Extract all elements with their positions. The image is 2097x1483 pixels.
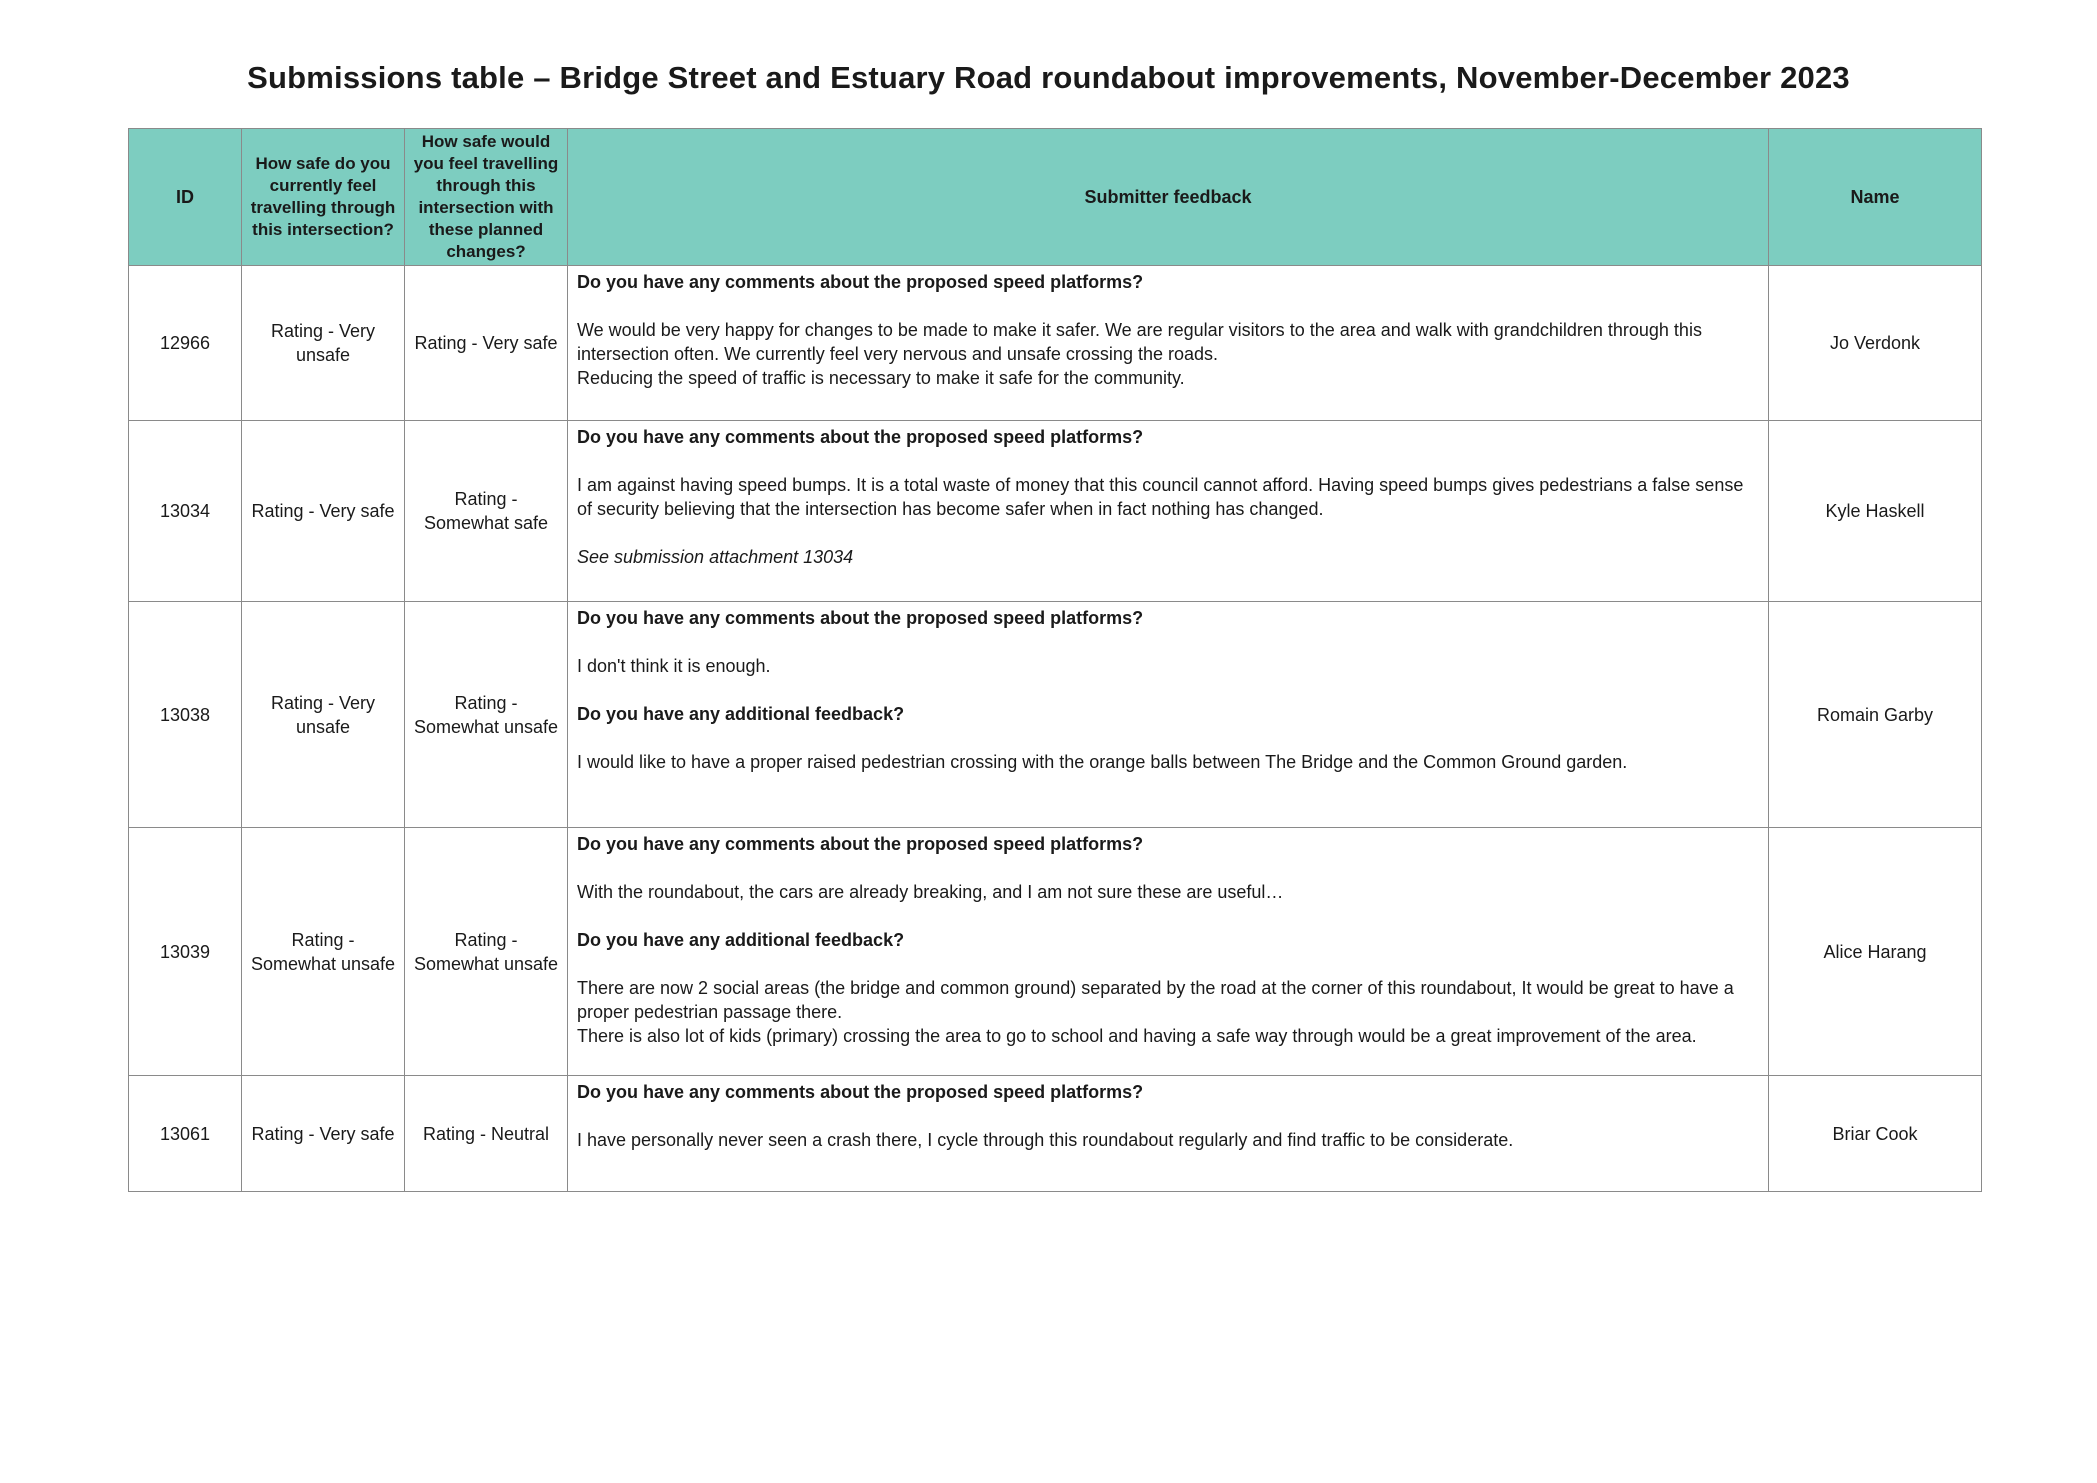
cell-planned-rating: Rating - Very safe [405,266,568,421]
cell-feedback [568,602,1769,828]
feedback-question: Do you have any comments about the proposed speed platforms? [577,608,1144,628]
header-current-safety: How safe do you currently feel travelling through this intersection? [242,129,405,266]
feedback-answer: There are now 2 social areas (the bridge and common ground) separated by the road at the corner of this roundabout, It would be great to have a proper pedestrian passage there. [577,978,1734,1022]
cell-planned-rating: Rating - Somewhat unsafe [405,602,568,828]
feedback-answer: We would be very happy for changes to be made to make it safer. We are regular visitors to the area and walk with grandchildren through this intersection often. We currently feel very nervous and unsafe crossing the roads. [577,320,1702,364]
header-planned-safety: How safe would you feel travelling through this intersection with these planned changes? [405,129,568,266]
attachment-reference: See submission attachment 13034 [577,547,854,567]
cell-current-rating: Rating - Very safe [242,1076,405,1192]
cell-planned-rating: Rating - Somewhat safe [405,421,568,602]
cell-feedback [568,421,1769,602]
cell-current-rating: Rating - Somewhat unsafe [242,828,405,1076]
cell-feedback [568,266,1769,421]
header-feedback: Submitter feedback [568,129,1769,266]
cell-name: Kyle Haskell [1769,421,1982,602]
cell-name: Jo Verdonk [1769,266,1982,421]
cell-id: 12966 [129,266,242,421]
cell-feedback [568,828,1769,1076]
table-row [129,266,1982,421]
table-header [129,129,1982,266]
feedback-answer: There is also lot of kids (primary) crossing the area to go to school and having a safe way through would be a great improvement of the area. [577,1026,1697,1046]
cell-id: 13039 [129,828,242,1076]
table-row [129,828,1982,1076]
feedback-answer: I don't think it is enough. [577,656,771,676]
cell-feedback [568,1076,1769,1192]
cell-planned-rating: Rating - Neutral [405,1076,568,1192]
cell-name: Briar Cook [1769,1076,1982,1192]
page-title: Submissions table – Bridge Street and Estuary Road roundabout improvements, November-December 2023 [247,60,1850,95]
feedback-answer: I would like to have a proper raised pedestrian crossing with the orange balls between The Bridge and the Common Ground garden. [577,752,1628,772]
cell-current-rating: Rating - Very unsafe [242,602,405,828]
header-name: Name [1769,129,1982,266]
header-id: ID [129,129,242,266]
feedback-answer: With the roundabout, the cars are already breaking, and I am not sure these are useful… [577,882,1284,902]
feedback-answer: Reducing the speed of traffic is necessary to make it safe for the community. [577,368,1185,388]
cell-planned-rating: Rating - Somewhat unsafe [405,828,568,1076]
cell-current-rating: Rating - Very unsafe [242,266,405,421]
table-row [129,1076,1982,1192]
feedback-answer: I have personally never seen a crash there, I cycle through this roundabout regularly and find traffic to be considerate. [577,1130,1514,1150]
table-row [129,602,1982,828]
feedback-question: Do you have any additional feedback? [577,930,905,950]
cell-id: 13038 [129,602,242,828]
cell-name: Alice Harang [1769,828,1982,1076]
feedback-question: Do you have any comments about the proposed speed platforms? [577,427,1144,447]
table-body [129,266,1982,1192]
feedback-answer: I am against having speed bumps. It is a total waste of money that this council cannot afford. Having speed bumps gives pedestrians a false sense of security believing that the intersection has become safer when in fact nothing has changed. [577,475,1744,519]
cell-id: 13034 [129,421,242,602]
feedback-question: Do you have any comments about the proposed speed platforms? [577,272,1144,292]
table-row [129,421,1982,602]
submissions-table [128,128,1982,1192]
header-row [129,129,1982,266]
cell-id: 13061 [129,1076,242,1192]
cell-name: Romain Garby [1769,602,1982,828]
cell-current-rating: Rating - Very safe [242,421,405,602]
feedback-question: Do you have any comments about the proposed speed platforms? [577,1082,1144,1102]
feedback-question: Do you have any comments about the proposed speed platforms? [577,834,1144,854]
feedback-question: Do you have any additional feedback? [577,704,905,724]
